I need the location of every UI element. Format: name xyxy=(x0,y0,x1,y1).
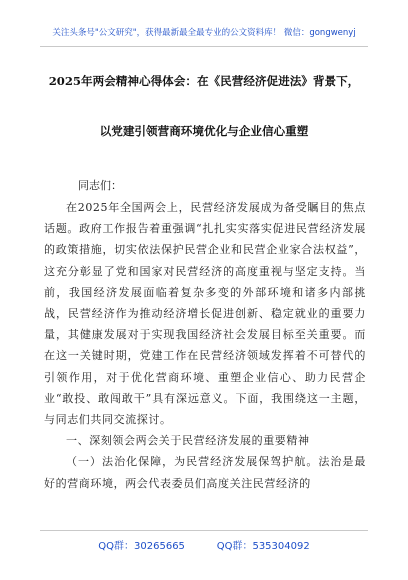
document-title-line-2: 以党建引领营商环境优化与企业信心重塑 xyxy=(99,124,309,138)
subsection-paragraph: （一）法治化保障，为民营经济发展保驾护航。法治是最好的营商环境，两会代表委员们高度关注民营经济的 xyxy=(44,455,366,490)
section-heading: 一、深刻领会两会关于民营经济发展的重要精神 xyxy=(66,434,310,448)
footer-contact: QQ群：30265665 QQ群：535304092 xyxy=(98,541,310,552)
header-divider xyxy=(40,46,368,47)
document-body xyxy=(44,197,366,494)
footer-divider xyxy=(40,530,368,531)
intro-paragraph: 在2025年全国两会上，民营经济发展成为备受瞩目的焦点话题。政府工作报告着重强调“扎扎实实落实促进民营经济发展的政策措施，切实依法保护民营企业和民营企业家合法权益”，这充分彰显了党和国家对民营经济的高度重视与坚定支持。当前，我国经济发展面临着复杂多变的外部环境和诸多内部挑战，民营经济作为推动经济增长促进创新、稳定就业的重要力量，其健康发展对于实现我国经济社会发展目标至关重要。而在这一关键时期，党建工作在民营经济领域发挥着不可替代的引领作用，对于优化营商环境、重塑企业信心、助力民营企业“敢投、敢闯敢干”具有深远意义。下面，我围绕这一主题，与同志们共同交流探讨。 xyxy=(44,201,366,427)
document-title-line-1: 2025年两会精神心得体会：在《民营经济促进法》背景下， xyxy=(48,74,360,88)
header-banner: 关注头条号"公文研究"，获得最新最全最专业的公文资料库！ 微信：gongwenyj xyxy=(52,28,356,38)
salutation: 同志们： xyxy=(78,179,122,192)
